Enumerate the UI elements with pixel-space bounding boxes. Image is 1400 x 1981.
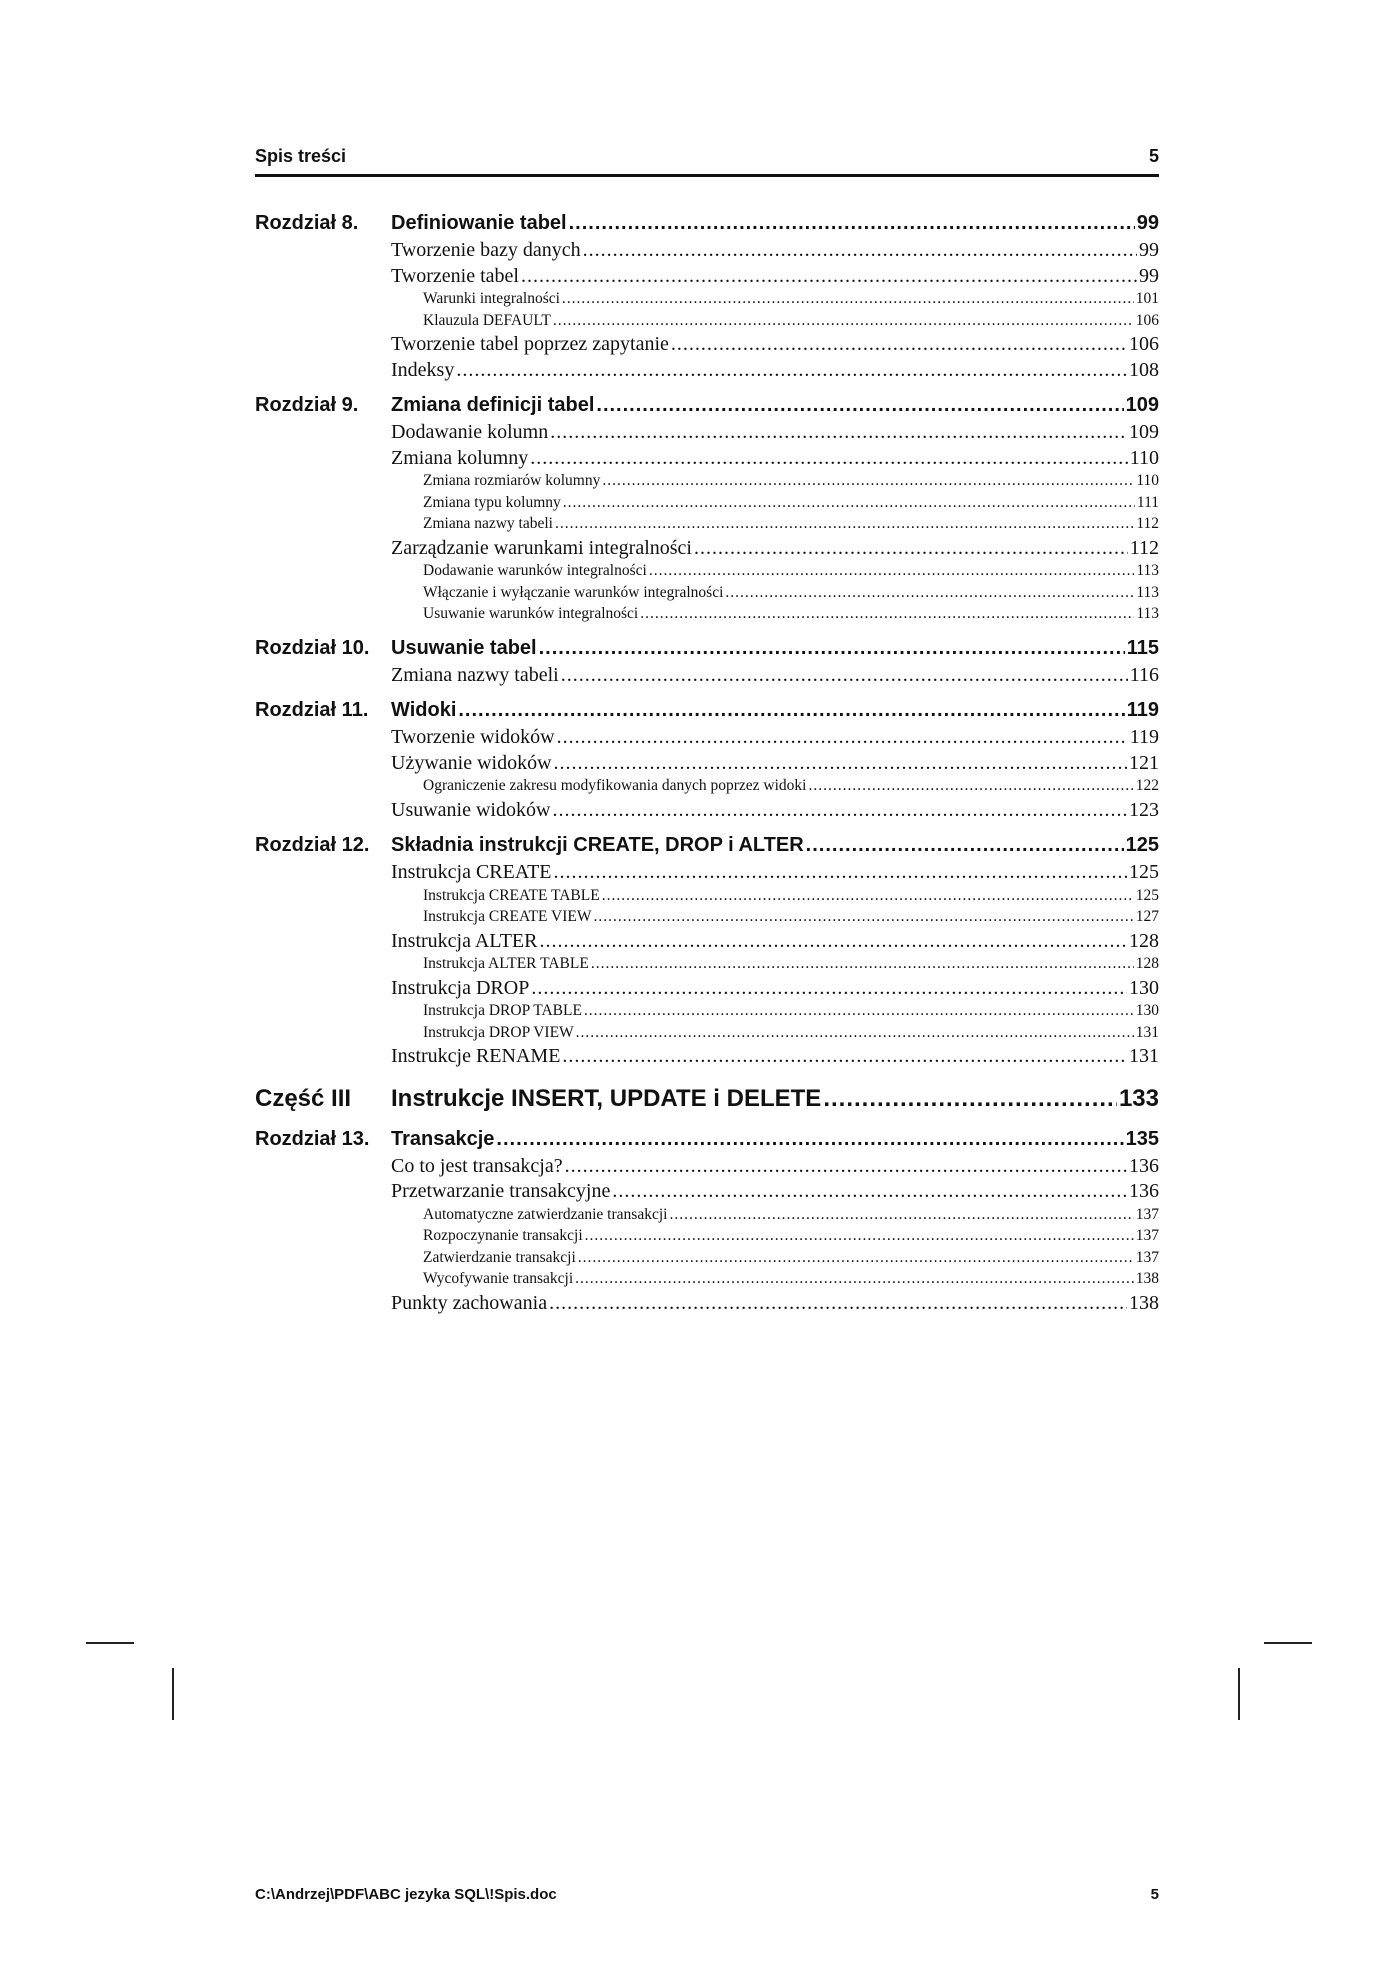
toc-dot-leader <box>591 955 1134 973</box>
toc-entry-title: Co to jest transakcja? <box>391 1154 563 1177</box>
toc-chapter-row <box>255 1128 1159 1155</box>
toc-section-row <box>255 1249 1159 1271</box>
toc-entry-number: Rozdział 9. <box>255 394 359 416</box>
toc-entry-title: Składnia instrukcji CREATE, DROP i ALTER <box>391 834 804 856</box>
toc-entry-page: 131 <box>1135 1023 1159 1041</box>
toc-section-row <box>255 1024 1159 1046</box>
toc-dot-leader <box>562 1045 1127 1068</box>
toc-entry-page: 99 <box>1139 239 1159 261</box>
toc-entry-page: 121 <box>1129 751 1159 774</box>
toc-dot-leader <box>602 887 1134 905</box>
toc-entry-title: Instrukcja CREATE TABLE <box>423 886 600 904</box>
toc-section-row <box>255 1045 1159 1071</box>
toc-dot-leader <box>575 1270 1134 1288</box>
toc-dot-leader <box>557 726 1128 749</box>
toc-entry-title: Instrukcje RENAME <box>391 1045 561 1067</box>
toc-entry-page: 109 <box>1125 394 1159 416</box>
toc-entry-page: 125 <box>1125 834 1159 856</box>
toc-dot-leader <box>585 1227 1134 1245</box>
toc-entry-title: Punkty zachowania <box>391 1291 548 1314</box>
toc-section-row <box>255 955 1159 977</box>
toc-dot-leader <box>583 239 1137 262</box>
toc-entry-title: Tworzenie bazy danych <box>391 239 581 261</box>
toc-dot-leader <box>612 1180 1127 1203</box>
toc-entry-title: Zmiana definicji tabel <box>391 394 595 416</box>
toc-entry-page: 115 <box>1126 636 1159 659</box>
toc-entry-page: 138 <box>1135 1270 1159 1287</box>
toc-entry-title: Zatwierdzanie transakcji <box>423 1248 576 1266</box>
crop-mark-right-horizontal <box>1264 1642 1312 1644</box>
toc-entry-title: Zmiana nazwy tabeli <box>423 515 553 532</box>
toc-dot-leader <box>596 394 1123 417</box>
toc-entry-page: 112 <box>1136 515 1159 532</box>
toc-dot-leader <box>496 1128 1123 1151</box>
toc-dot-leader <box>593 908 1133 926</box>
toc-entry-page: 138 <box>1129 1291 1159 1314</box>
toc-dot-leader <box>521 265 1137 288</box>
toc-section-row <box>255 312 1159 334</box>
toc-section-row <box>255 239 1159 265</box>
toc-section-row <box>255 1002 1159 1024</box>
toc-entry-page: 110 <box>1136 472 1159 489</box>
toc-dot-leader <box>553 312 1134 330</box>
toc-entry-page: 127 <box>1135 908 1159 925</box>
toc-entry-page: 137 <box>1135 1227 1159 1244</box>
toc-entry-title: Zmiana nazwy tabeli <box>391 663 559 686</box>
toc-entry-title: Zarządzanie warunkami integralności <box>391 536 692 559</box>
toc-section-row <box>255 584 1159 606</box>
toc-entry-page: 119 <box>1126 699 1159 721</box>
toc-section-row <box>255 908 1159 930</box>
toc-entry-page: 113 <box>1136 605 1159 622</box>
toc-entry-page: 106 <box>1129 333 1159 355</box>
toc-section-row <box>255 494 1159 516</box>
toc-entry-page: 119 <box>1129 726 1159 748</box>
toc-entry-title: Instrukcja CREATE VIEW <box>423 908 592 925</box>
toc-dot-leader <box>555 515 1134 533</box>
toc-entry-number: Rozdział 8. <box>255 212 359 234</box>
toc-dot-leader <box>640 605 1134 623</box>
toc-entry-page: 101 <box>1135 290 1159 307</box>
toc-entry-number: Rozdział 12. <box>255 834 370 856</box>
toc-entry-title: Zmiana kolumny <box>391 446 529 469</box>
toc-entry-title: Używanie widoków <box>391 751 552 774</box>
toc-entry-page: 128 <box>1135 955 1159 972</box>
toc-dot-leader <box>539 637 1125 660</box>
toc-section-row <box>255 1292 1159 1318</box>
toc-section-row <box>255 333 1159 359</box>
toc-entry-page: 122 <box>1135 777 1159 794</box>
toc-dot-leader <box>554 752 1127 775</box>
toc-entry-title: Usuwanie warunków integralności <box>423 605 639 622</box>
toc-section-row <box>255 726 1159 752</box>
toc-entry-title: Dodawanie warunków integralności <box>423 562 647 579</box>
toc-dot-leader <box>808 777 1133 795</box>
toc-section-row <box>255 515 1159 537</box>
toc-entry-page: 99 <box>1139 264 1159 287</box>
toc-entry-title: Tworzenie tabel <box>391 264 519 287</box>
toc-entry-title: Zmiana rozmiarów kolumny <box>423 472 601 489</box>
toc-dot-leader <box>578 1249 1134 1267</box>
toc-entry-title: Rozpoczynanie transakcji <box>423 1227 583 1244</box>
toc-entry-page: 133 <box>1118 1084 1159 1112</box>
toc-entry-page: 109 <box>1129 421 1159 443</box>
toc-dot-leader <box>565 1155 1127 1178</box>
toc-entry-title: Indeksy <box>391 358 455 381</box>
toc-section-row <box>255 1180 1159 1206</box>
toc-section-row <box>255 1155 1159 1181</box>
toc-entry-title: Instrukcje INSERT, UPDATE i DELETE <box>391 1084 822 1112</box>
toc-entry-page: 125 <box>1135 886 1159 904</box>
toc-entry-page: 125 <box>1129 861 1159 883</box>
toc-entry-title: Ograniczenie zakresu modyfikowania danych poprzez widoki <box>423 777 807 794</box>
toc-entry-number: Rozdział 13. <box>255 1127 370 1150</box>
toc-entry-title: Instrukcja CREATE <box>391 861 552 883</box>
toc-dot-leader <box>649 562 1134 580</box>
toc-chapter-row <box>255 212 1159 239</box>
toc-entry-title: Instrukcja ALTER <box>391 929 538 952</box>
toc-entry-title: Włączanie i wyłączanie warunków integralności <box>423 583 724 601</box>
toc-entry-title: Dodawanie kolumn <box>391 421 549 443</box>
toc-entry-page: 106 <box>1135 311 1159 329</box>
toc-section-row <box>255 1206 1159 1228</box>
footer-file-path: C:\Andrzej\PDF\ABC jezyka SQL\!Spis.doc <box>255 1886 557 1903</box>
toc-dot-leader <box>531 977 1127 1000</box>
toc-part-row <box>255 1085 1159 1118</box>
toc-section-row <box>255 887 1159 909</box>
toc-section-row <box>255 777 1159 799</box>
toc-dot-leader <box>456 359 1127 382</box>
toc-section-row <box>255 977 1159 1003</box>
toc-section-row <box>255 472 1159 494</box>
toc-dot-leader <box>549 1292 1127 1315</box>
toc-entry-page: 136 <box>1129 1154 1159 1177</box>
toc-entry-title: Transakcje <box>391 1127 495 1150</box>
toc-entry-page: 99 <box>1136 212 1159 234</box>
toc-entry-title: Instrukcja DROP VIEW <box>423 1023 574 1041</box>
toc-entry-title: Widoki <box>391 699 457 721</box>
toc-section-row <box>255 799 1159 825</box>
header-title: Spis treści <box>255 146 347 166</box>
toc-entry-page: 137 <box>1135 1205 1159 1223</box>
toc-dot-leader <box>576 1024 1134 1042</box>
toc-entry-page: 128 <box>1129 929 1159 952</box>
toc-entry-number: Rozdział 10. <box>255 636 370 659</box>
toc-section-row <box>255 447 1159 473</box>
toc-entry-page: 136 <box>1129 1180 1159 1202</box>
crop-mark-left-horizontal <box>86 1642 134 1644</box>
toc-section-row <box>255 1227 1159 1249</box>
toc-entry-page: 131 <box>1129 1045 1159 1067</box>
toc-section-row <box>255 265 1159 291</box>
page-header <box>255 144 1159 177</box>
toc-dot-leader <box>561 664 1128 687</box>
toc-entry-page: 113 <box>1136 583 1159 601</box>
toc-entry-page: 108 <box>1129 358 1159 381</box>
toc-entry-title: Instrukcja DROP <box>391 976 530 999</box>
toc-dot-leader <box>569 212 1135 235</box>
toc-dot-leader <box>550 421 1127 444</box>
toc-entry-page: 123 <box>1129 798 1159 821</box>
crop-mark-right-vertical <box>1238 1668 1240 1720</box>
toc-section-row <box>255 752 1159 778</box>
toc-entry-page: 113 <box>1136 562 1159 579</box>
toc-chapter-row <box>255 699 1159 726</box>
toc-entry-page: 137 <box>1135 1248 1159 1266</box>
header-page-number: 5 <box>1148 146 1159 166</box>
toc-entry-title: Warunki integralności <box>423 290 560 307</box>
toc-entry-title: Wycofywanie transakcji <box>423 1270 574 1287</box>
toc-section-row <box>255 930 1159 956</box>
toc-section-row <box>255 605 1159 627</box>
toc-dot-leader <box>530 447 1128 470</box>
toc-entry-title: Instrukcja DROP TABLE <box>423 1002 582 1019</box>
toc-entry-number: Rozdział 11. <box>255 699 369 721</box>
toc-section-row <box>255 664 1159 690</box>
toc-dot-leader <box>823 1085 1117 1113</box>
toc-section-row <box>255 537 1159 563</box>
toc-entry-page: 130 <box>1129 976 1159 999</box>
toc-dot-leader <box>554 861 1127 884</box>
toc-entry-title: Zmiana typu kolumny <box>423 493 561 511</box>
toc-chapter-row <box>255 637 1159 664</box>
toc-entry-page: 112 <box>1129 536 1159 559</box>
toc-entry-title: Tworzenie tabel poprzez zapytanie <box>391 333 669 355</box>
toc-entry-page: 135 <box>1125 1127 1159 1150</box>
toc-entry-title: Usuwanie tabel <box>391 636 537 659</box>
toc-section-row <box>255 861 1159 887</box>
toc-chapter-row <box>255 834 1159 861</box>
toc-entry-title: Klauzula DEFAULT <box>423 311 551 329</box>
toc-dot-leader <box>458 699 1124 722</box>
toc-section-row <box>255 1270 1159 1292</box>
toc-entry-title: Tworzenie widoków <box>391 726 555 748</box>
toc-entry-title: Usuwanie widoków <box>391 798 551 821</box>
toc-entry-page: 111 <box>1136 493 1159 511</box>
toc-section-row <box>255 421 1159 447</box>
footer-page-number: 5 <box>1150 1886 1159 1903</box>
toc-entry-title: Automatyczne zatwierdzanie transakcji <box>423 1205 668 1223</box>
toc-entry-number: Część III <box>255 1084 352 1112</box>
toc-section-row <box>255 562 1159 584</box>
toc-section-row <box>255 359 1159 385</box>
toc-dot-leader <box>806 834 1124 857</box>
toc-section-row <box>255 290 1159 312</box>
toc-dot-leader <box>725 584 1134 602</box>
toc-entry-title: Instrukcja ALTER TABLE <box>423 955 589 972</box>
toc-dot-leader <box>539 930 1127 953</box>
toc-dot-leader <box>669 1206 1133 1224</box>
toc-dot-leader <box>602 472 1134 490</box>
toc-entry-page: 116 <box>1129 663 1159 686</box>
toc-entry-page: 130 <box>1135 1002 1159 1019</box>
toc-entry-page: 110 <box>1129 446 1159 469</box>
toc-chapter-row <box>255 394 1159 421</box>
toc-dot-leader <box>671 333 1127 356</box>
toc-dot-leader <box>563 494 1135 512</box>
toc-entry-title: Przetwarzanie transakcyjne <box>391 1180 611 1202</box>
toc-dot-leader <box>694 537 1128 560</box>
crop-mark-left-vertical <box>172 1668 174 1720</box>
toc-dot-leader <box>584 1002 1134 1020</box>
toc-dot-leader <box>552 799 1127 822</box>
table-of-contents <box>255 212 1159 1317</box>
toc-entry-title: Definiowanie tabel <box>391 212 567 234</box>
toc-dot-leader <box>562 290 1134 308</box>
